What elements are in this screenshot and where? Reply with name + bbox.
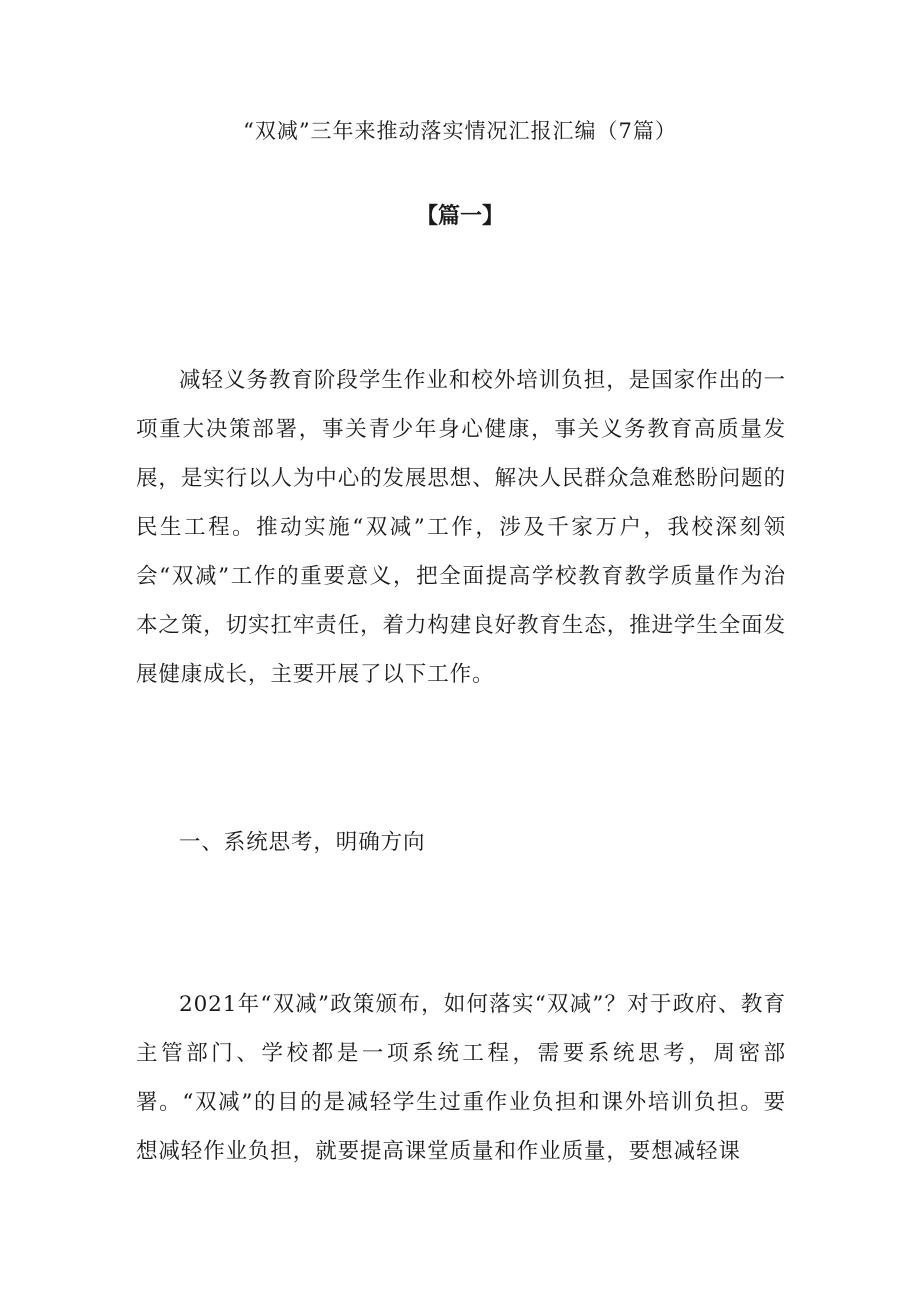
body-paragraph-intro: 减轻义务教育阶段学生作业和校外培训负担，是国家作出的一项重大决策部署，事关青少年身心健康，事关义务教育高质量发展，是实行以人为中心的发展思想、解决人民群众急难愁盼问题的民生工程。推动实施“双减”工作，涉及千家万户，我校深刻领会“双减”工作的重要意义，把全面提高学校教育教学质量作为治本之策，切实扛牢责任，着力构建良好教育生态，推进学生全面发展健康成长，主要开展了以下工作。 — [136, 368, 786, 687]
section-heading-1: 一、系统思考，明确方向 — [179, 830, 426, 855]
section-label: 【篇一】 — [415, 203, 504, 229]
body-paragraph-2: 2021年“双减”政策颁布，如何落实“双减”？对于政府、教育主管部门、学校都是一项系统工程，需要系统思考，周密部署。“双减”的目的是减轻学生过重作业负担和课外培训负担。要想减轻作业负担，就要提高课堂质量和作业质量，要想减轻课 — [136, 992, 786, 1164]
document-title: “双减”三年来推动落实情况汇报汇编（7篇） — [243, 119, 677, 143]
